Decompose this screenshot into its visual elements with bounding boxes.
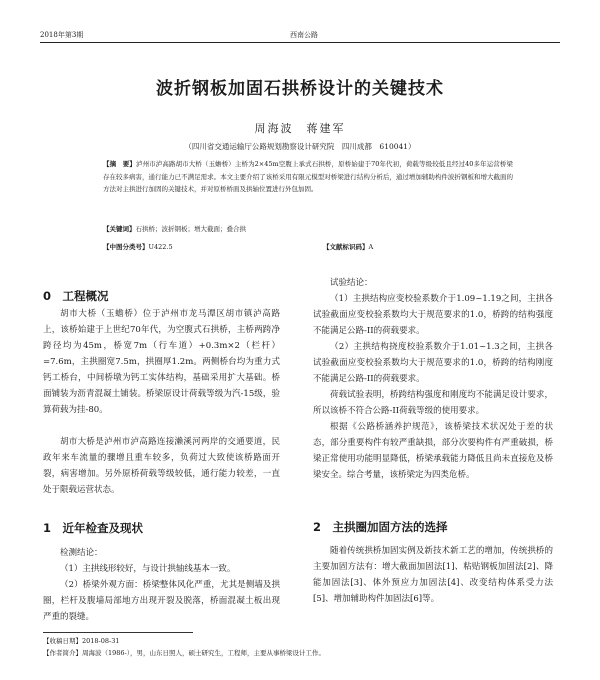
author-bio: 【作者简介】周海波（1986-），男，山东日照人，硕士研究生，工程师，主要从事桥梁设计工作。: [43, 649, 325, 657]
running-header: [40, 30, 560, 40]
section2-heading: 2 主拱圈加固方法的选择: [313, 520, 448, 534]
section2-body: [313, 543, 553, 607]
section0-body-2: [43, 434, 280, 498]
issue-label: 2018年第3期: [40, 31, 84, 39]
clc-label: 【中图分类号】: [103, 243, 149, 251]
right-column-body: [313, 275, 553, 483]
keywords-text: 石拱桥；波折钢板；增大截面；叠合拱: [135, 225, 246, 233]
keywords: [103, 224, 513, 233]
classification: [103, 242, 513, 251]
section1-item: （2）桥梁外观方面：桥梁整体风化严重，尤其是侧墙及拱圈，栏杆及腹墙局部地方出现开裂及脱落，桥面混凝土板出现严重的裂缝。: [43, 580, 280, 622]
footnote: [43, 632, 558, 659]
rating-paragraph: 根据《公路桥涵养护规范》，该桥梁技术状况处于差的状态，部分重要构件有较严重缺损，部分次要构件有严重破损，桥梁正常使用功能明显降低，桥梁承载能力降低且尚未直接危及桥梁安全。综合考量，该桥梁定为四类危桥。: [313, 422, 553, 480]
section1-body: [43, 545, 280, 625]
doc-code-group: [323, 242, 373, 251]
abstract-text: 泸州市泸高路胡市大桥（玉蟾桥）主桥为2×45m空腹上承式石拱桥，原桥始建于70年代初，荷载等级较低且经过40多年运营桥梁存在较多病害，通行能力已不满足需求。本文主要介绍了该桥采用有限元模型对桥梁进行结构分析后，通过增加辅助构件波折钢板和增大截面的方法对主拱进行加固的关键技术，并对原桥桥面及拱轴位置进行外包加固。: [103, 160, 513, 193]
keywords-label: 【关键词】: [103, 225, 136, 233]
abstract: [103, 158, 513, 196]
footnote-rule: [43, 632, 193, 633]
journal-name: 西南公路: [290, 31, 318, 39]
doc-code-label: 【文献标识码】: [323, 243, 369, 251]
clc-group: [103, 243, 173, 251]
section1-intro: 检测结论：: [60, 548, 103, 558]
section0-paragraph-2: 胡市大桥是泸州市泸高路连接濑溪河两岸的交通要道，民政年来车流量的骤增且重车较多，负荷过大致使该桥路面开裂，病害增加。另外原桥荷载等级较低，通行能力较差，一直处于限载运营状态。: [43, 437, 280, 495]
test-conclusion-item: （2）主拱结构挠度校验系数介于1.01~1.3之间，主拱各试验截面应变校验系数均大于规范要求的1.0，桥跨的结构刚度不能满足公路-II的荷载要求。: [313, 342, 553, 384]
test-conclusion-item: （1）主拱结构应变校验系数介于1.09~1.19之间，主拱各试验截面应变校验系数均大于规范要求的1.0，桥跨的结构强度不能满足公路-II的荷载要求。: [313, 294, 553, 336]
affiliation: （四川省交通运输厅公路规划勘察设计研究院 四川成都 610041）: [184, 142, 416, 151]
section0-body: [43, 306, 280, 418]
clc-value: U422.5: [148, 243, 173, 251]
abstract-label: 【摘 要】: [103, 160, 136, 168]
section0-paragraph-1: 胡市大桥（玉蟾桥）位于泸州市龙马潭区胡市镇泸高路上，该桥始建于上世纪70年代，为空腹式石拱桥，主桥两跨净跨径均为45m，桥宽7m（行车道）+0.3m×2（栏杆）=7.6m，主拱圈宽7.5m，拱圈厚1.2m。两侧桥台均为重力式钙工桥台，中间桥墩为钙工实体结构，基础采用扩大基础。桥面铺装为沥青混凝土铺装。桥梁原设计荷载等级为汽-15级，验算荷载为挂-80。: [43, 309, 280, 415]
section2-paragraph-1: 随着传统拱桥加固实例及新技术新工艺的增加，传统拱桥的主要加固方法有：增大截面加固法[1]、粘贴钢板加固法[2]、降能加固法[3]、体外预应力加固法[4]、改变结构体系受力法[5]、增加辅助构件加固法[6]等。: [313, 546, 553, 604]
section0-heading: 0 工程概况: [43, 289, 109, 303]
paper-title: 波折钢板加固石拱桥设计的关键技术: [156, 79, 444, 99]
doc-code-value: A: [368, 243, 374, 251]
load-test-paragraph: 荷载试验表明，桥跨结构强度和刚度均不能满足设计要求，所以该桥不符合公路-II荷载等级的使用要求。: [313, 390, 553, 416]
received-date: 【收稿日期】2018-08-31: [43, 637, 120, 645]
authors: 周海波 蒋建军: [254, 122, 346, 135]
test-conclusion-intro: 试验结论：: [330, 278, 373, 288]
header-rule: [40, 42, 560, 43]
section1-heading: 1 近年检查及现状: [43, 521, 144, 535]
section1-item: （1）主拱线形较好，与设计拱轴线基本一致。: [60, 564, 236, 574]
